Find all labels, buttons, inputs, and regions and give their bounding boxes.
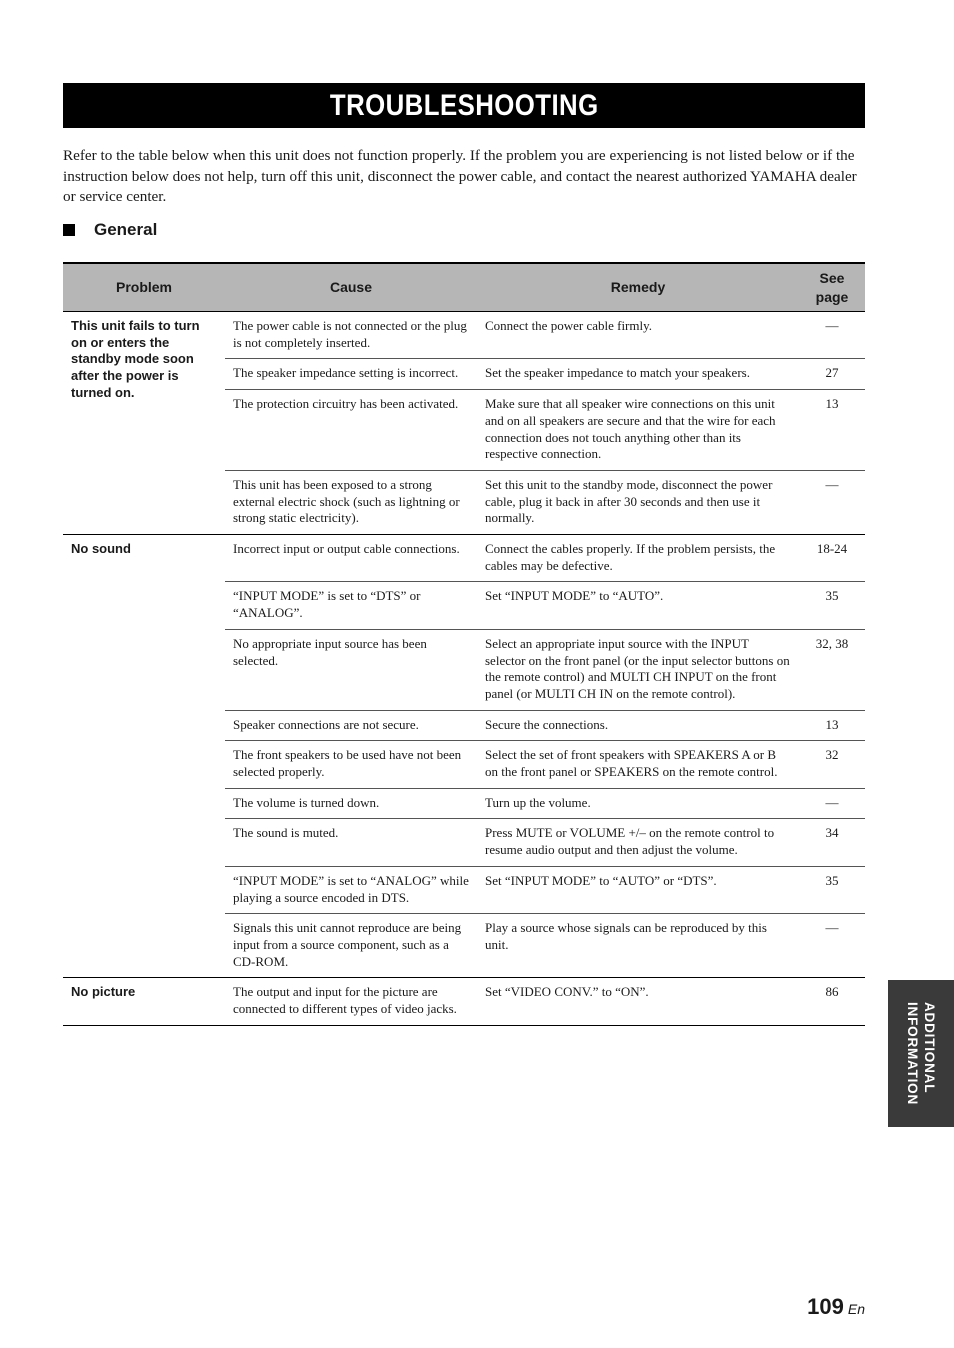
page-cell: 27 xyxy=(799,359,865,390)
intro-paragraph: Refer to the table below when this unit does not function properly. If the problem you are experiencing is not listed below or if the instruction below does not help, turn off this unit, disconnect the power cable, and contact the nearest authorized YAMAHA dealer or service center. xyxy=(63,147,857,205)
cause-cell: “INPUT MODE” is set to “DTS” or “ANALOG”. xyxy=(225,582,477,629)
title-banner xyxy=(63,83,865,128)
cause-cell: No appropriate input source has been selected. xyxy=(225,629,477,710)
page-cell: 13 xyxy=(799,390,865,471)
cause-cell: “INPUT MODE” is set to “ANALOG” while playing a source encoded in DTS. xyxy=(225,866,477,913)
side-tab-line-1: ADDITIONAL xyxy=(922,1001,937,1094)
remedy-cell: Connect the power cable firmly. xyxy=(485,318,653,333)
cause-cell: The volume is turned down. xyxy=(225,788,477,819)
page-cell: 35 xyxy=(799,866,865,913)
page-cell: 34 xyxy=(799,819,865,866)
cause-cell: The power cable is not connected or the plug is not completely inserted. xyxy=(233,318,467,350)
remedy-cell: Set “INPUT MODE” to “AUTO”. xyxy=(477,582,799,629)
section-side-tab xyxy=(888,980,954,1127)
remedy-cell: Set “INPUT MODE” to “AUTO” or “DTS”. xyxy=(477,866,799,913)
problem-cell: This unit fails to turn on or enters the standby mode soon after the power is turned on. xyxy=(71,318,200,400)
remedy-cell: Make sure that all speaker wire connections on this unit and on all speakers are secure and that the wire for each connection does not touch anything other than its respective connection. xyxy=(477,390,799,471)
section-heading xyxy=(63,220,157,240)
side-tab-line-2: INFORMATION xyxy=(905,1001,920,1106)
header-cause: Cause xyxy=(225,263,477,312)
remedy-cell: Play a source whose signals can be reproduced by this unit. xyxy=(477,914,799,978)
cause-cell: Speaker connections are not secure. xyxy=(225,710,477,741)
remedy-cell: Connect the cables properly. If the problem persists, the cables may be defective. xyxy=(477,535,799,582)
troubleshooting-table xyxy=(63,262,865,1026)
header-see-page: See page xyxy=(799,263,865,312)
page-cell: 18-24 xyxy=(799,535,865,582)
header-remedy: Remedy xyxy=(477,263,799,312)
page-cell: 32 xyxy=(799,741,865,788)
page-cell: — xyxy=(799,470,865,534)
table-row xyxy=(63,535,865,582)
page-title: TROUBLESHOOTING xyxy=(329,88,599,122)
remedy-cell: Select the set of front speakers with SPEAKERS A or B on the front panel or SPEAKERS on the remote control. xyxy=(477,741,799,788)
cause-cell: The sound is muted. xyxy=(225,819,477,866)
page-number-value: 109 xyxy=(807,1294,844,1319)
remedy-cell: Set “VIDEO CONV.” to “ON”. xyxy=(477,978,799,1025)
page-cell: 32, 38 xyxy=(799,629,865,710)
remedy-cell: Press MUTE or VOLUME +/– on the remote control to resume audio output and then adjust the volume. xyxy=(477,819,799,866)
remedy-cell: Set this unit to the standby mode, disconnect the power cable, plug it back in after 30 seconds and then use it normally. xyxy=(477,470,799,534)
page-cell: 13 xyxy=(799,710,865,741)
cause-cell: The front speakers to be used have not been selected properly. xyxy=(225,741,477,788)
problem-cell: No picture xyxy=(63,978,225,1025)
cause-cell: The output and input for the picture are connected to different types of video jacks. xyxy=(225,978,477,1025)
table-row xyxy=(63,978,865,1025)
cause-cell: Signals this unit cannot reproduce are being input from a source component, such as a CD-ROM. xyxy=(225,914,477,978)
page-language: En xyxy=(847,1301,865,1317)
cause-cell: This unit has been exposed to a strong external electric shock (such as lightning or strong static electricity). xyxy=(225,470,477,534)
page-cell: — xyxy=(825,318,839,333)
page-cell: — xyxy=(799,788,865,819)
section-heading-label: General xyxy=(94,220,158,239)
table-header-row xyxy=(63,263,865,312)
remedy-cell: Set the speaker impedance to match your speakers. xyxy=(477,359,799,390)
page-cell: 86 xyxy=(799,978,865,1025)
page-cell: 35 xyxy=(799,582,865,629)
side-tab-label xyxy=(904,1002,938,1105)
header-problem: Problem xyxy=(63,263,225,312)
cause-cell: Incorrect input or output cable connections. xyxy=(225,535,477,582)
page-cell: — xyxy=(799,914,865,978)
problem-cell: No sound xyxy=(63,535,225,978)
square-bullet-icon xyxy=(63,224,75,236)
remedy-cell: Select an appropriate input source with the INPUT selector on the front panel (or the input selector buttons on the remote control) and MULTI CH INPUT on the front panel (or MULTI CH IN on the remote control). xyxy=(477,629,799,710)
remedy-cell: Secure the connections. xyxy=(477,710,799,741)
remedy-cell: Turn up the volume. xyxy=(477,788,799,819)
page-number xyxy=(807,1294,865,1320)
cause-cell: The speaker impedance setting is incorrect. xyxy=(225,359,477,390)
cause-cell: The protection circuitry has been activated. xyxy=(225,390,477,471)
table-row xyxy=(63,312,865,359)
